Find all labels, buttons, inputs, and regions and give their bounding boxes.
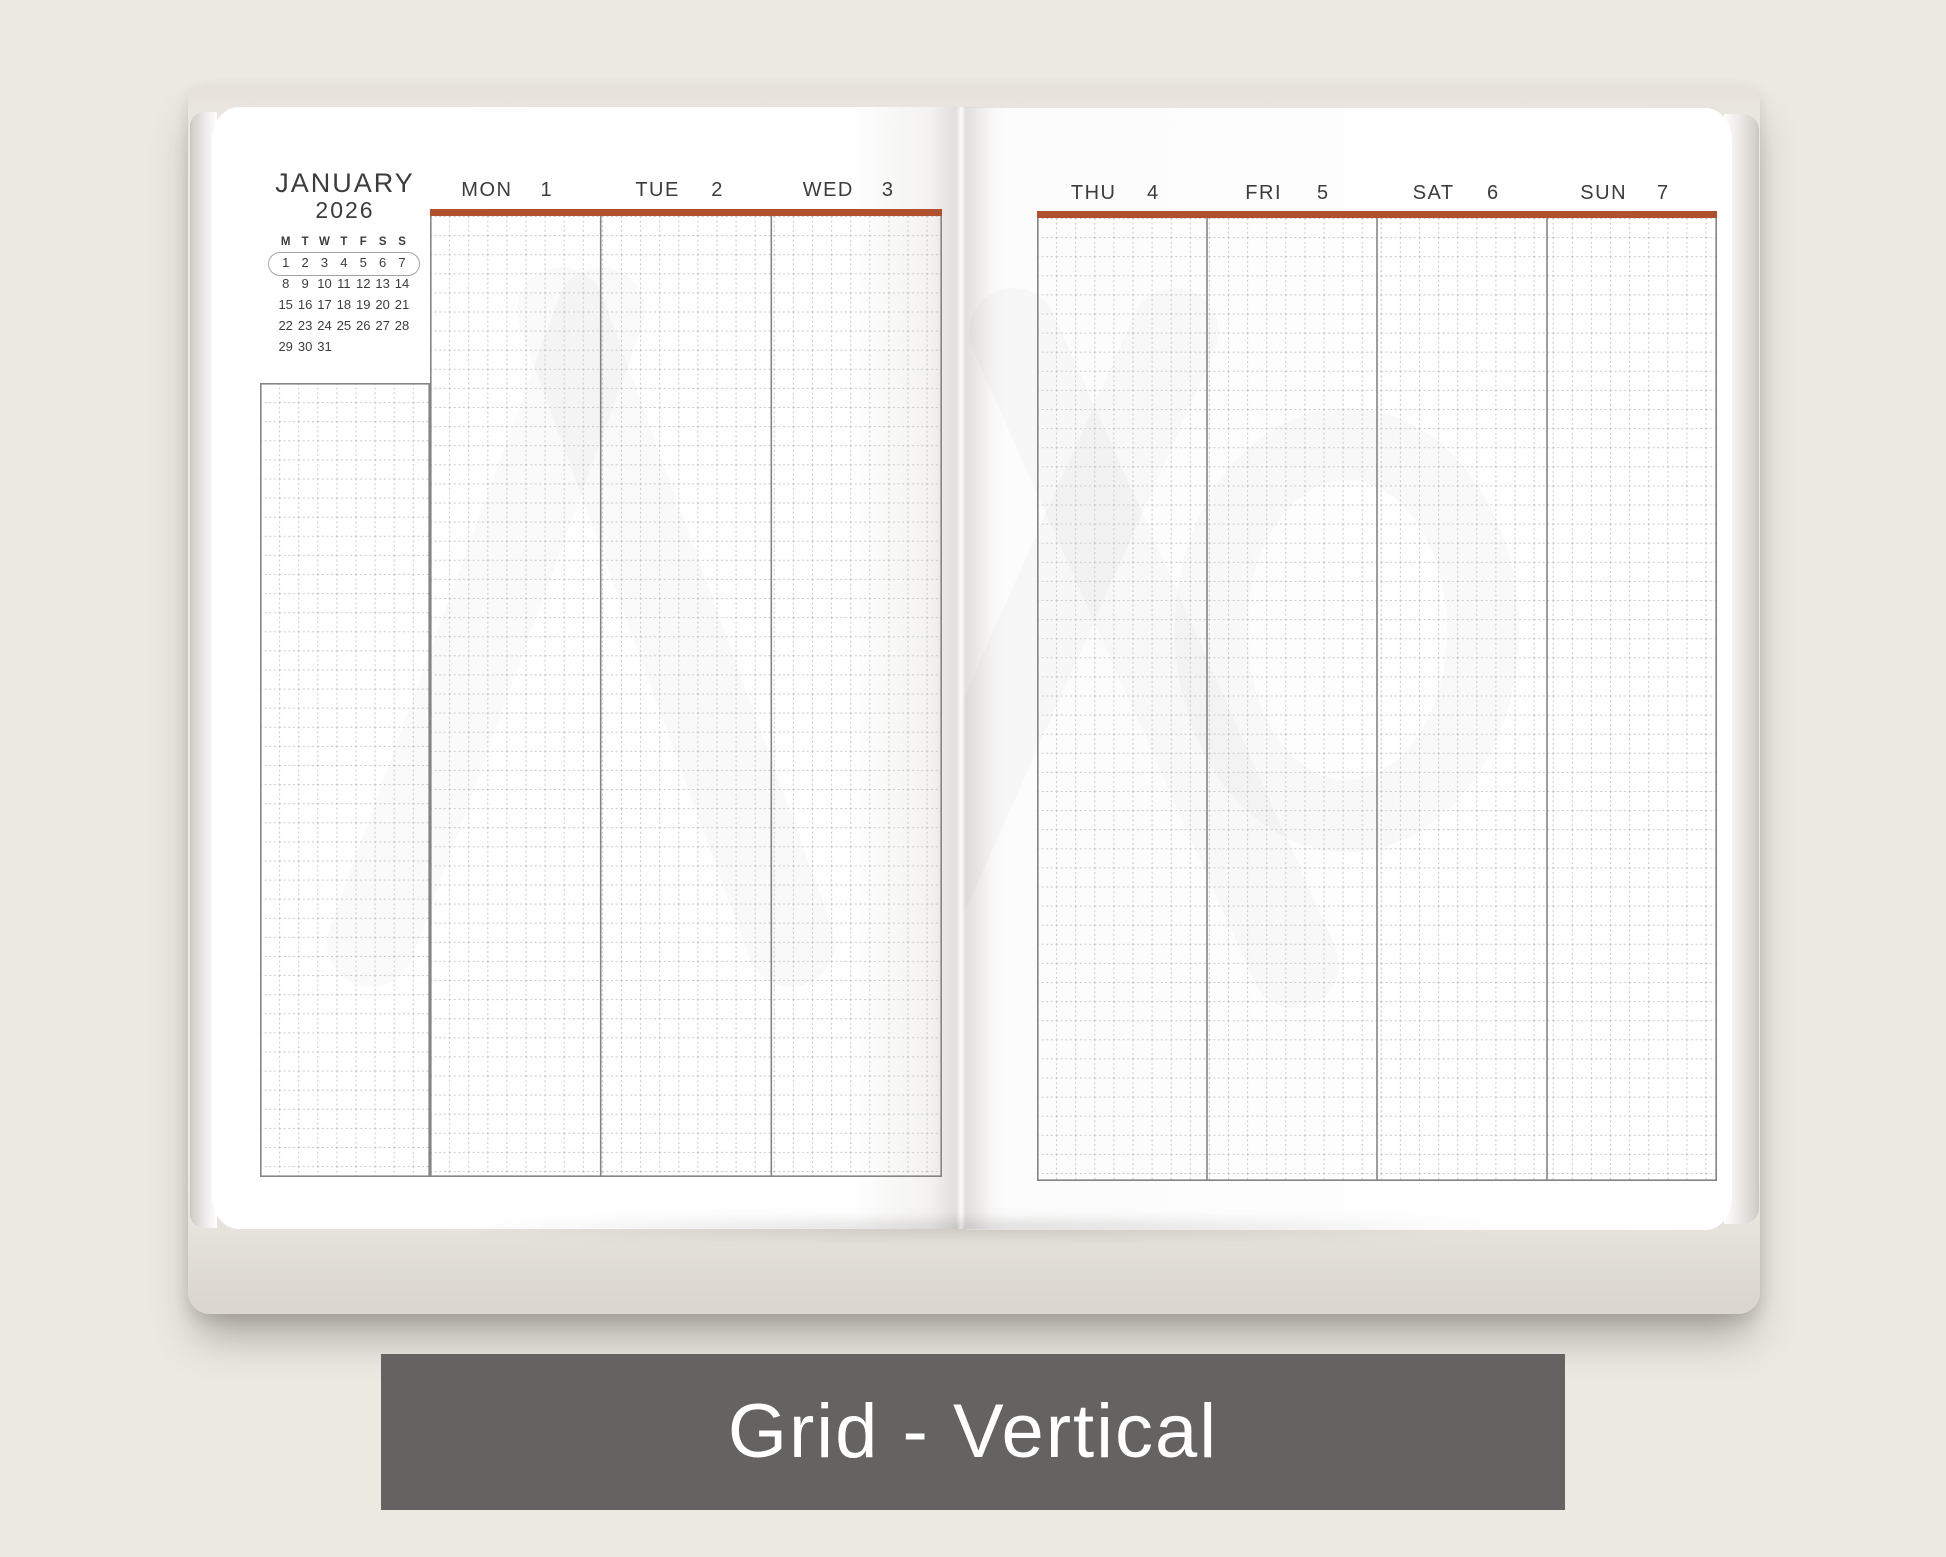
calendar-day: 8 [282,276,290,291]
weekly-grid-left [430,216,942,1177]
caption-title: Grid - Vertical [727,1389,1219,1474]
calendar-day: 20 [375,297,390,312]
calendar-day: 10 [317,276,332,291]
calendar-weekday-header: T [340,236,348,248]
calendar-day: 23 [297,318,313,333]
day-column-name: SAT [1412,182,1455,204]
day-column-date: 5 [1317,182,1329,204]
calendar-day: 17 [317,297,332,312]
calendar-day: 14 [394,276,410,291]
calendar-weekday-header: F [359,236,367,248]
day-column-name: FRI [1245,182,1283,204]
calendar-day: 18 [336,297,352,312]
day-column-date: 7 [1657,182,1669,204]
calendar-weekday-header: S [378,236,387,248]
mini-calendar [276,232,412,357]
weekly-grid-right [1037,218,1717,1181]
calendar-day: 9 [301,276,309,291]
day-column-name: MON [461,179,513,201]
calendar-day: 31 [317,339,332,354]
day-column-name: SUN [1580,182,1628,204]
day-column-date: 2 [711,179,723,201]
calendar-day: 30 [297,339,313,354]
page-bottom-shadow [250,1212,1710,1244]
calendar-day-current-week: 2 [301,255,309,270]
day-column-date: 1 [540,179,552,201]
calendar-day-current-week: 5 [359,255,367,270]
calendar-day: 11 [337,276,351,291]
calendar-day: 19 [356,297,371,312]
day-column-date: 3 [881,179,894,201]
calendar-day-current-week: 1 [282,255,290,270]
calendar-day: 15 [278,297,293,312]
day-headers-right [1037,180,1717,206]
calendar-weekday-header: S [398,236,406,248]
calendar-day-current-week: 7 [398,255,406,270]
calendar-day: 21 [394,297,410,312]
day-column-date: 6 [1487,182,1499,204]
calendar-weekday-header: T [301,236,309,248]
calendar-day: 24 [317,318,332,333]
day-column-date: 4 [1147,182,1159,204]
calendar-year: 2026 [315,197,375,223]
caption-banner [381,1354,1565,1510]
calendar-day: 29 [278,339,293,354]
day-column-name: THU [1070,182,1117,204]
day-headers-left [430,177,942,203]
calendar-day: 12 [356,276,371,291]
accent-bar-right [1037,211,1717,218]
calendar-month-title: JANUARY [275,168,415,198]
calendar-weekday-header: M [280,236,291,248]
accent-bar-left [430,209,942,216]
calendar-weekday-header: W [319,236,330,248]
calendar-day-current-week: 3 [320,255,329,270]
calendar-day-current-week: 4 [340,255,348,270]
calendar-day: 13 [375,276,390,291]
calendar-day: 22 [278,318,293,333]
calendar-day-current-week: 6 [379,255,387,270]
day-column-name: TUE [635,179,680,201]
calendar-day: 28 [394,318,410,333]
calendar-day: 16 [297,297,313,312]
calendar-day: 27 [375,318,390,333]
notes-grid [260,383,430,1177]
day-column-name: WED [802,179,854,201]
calendar-day: 25 [336,318,352,333]
calendar-day: 26 [356,318,371,333]
